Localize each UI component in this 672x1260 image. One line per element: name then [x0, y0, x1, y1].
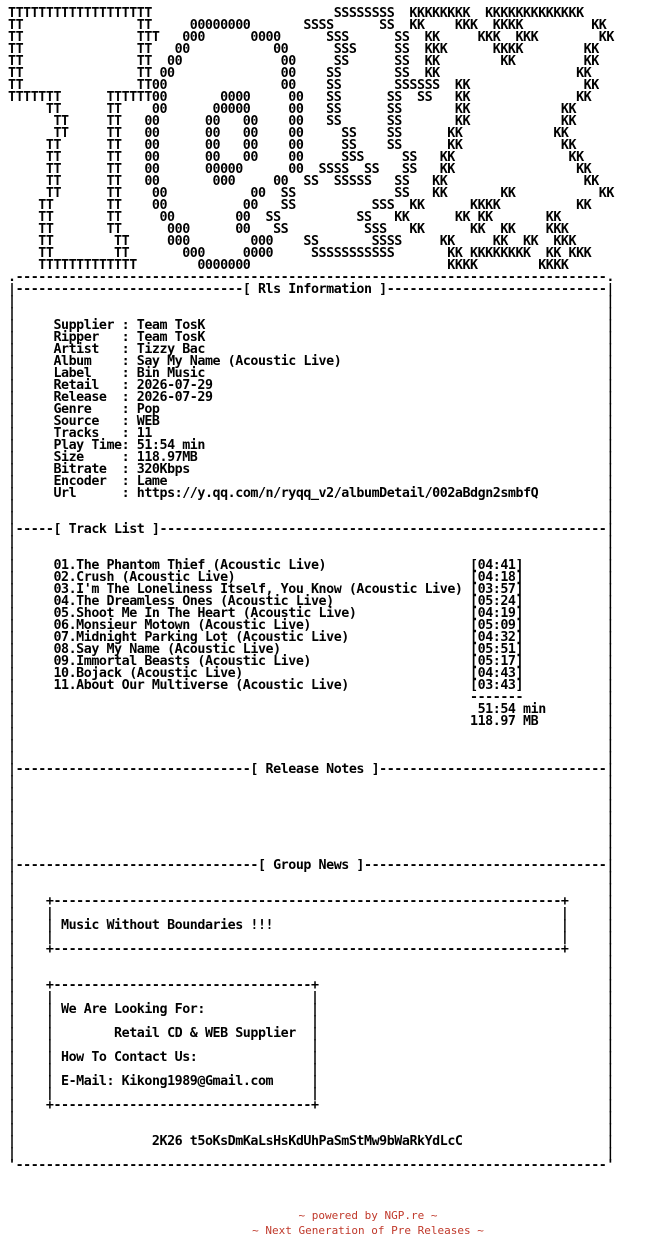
track-time: 05:51	[477, 642, 516, 657]
track-title: 07.Midnight Parking Lot (Acoustic Live)	[53, 630, 471, 645]
logo-line: TT TT 00 00 SSS SS KKK KKKK KK	[8, 42, 599, 57]
info-value: 2026-07-29	[129, 378, 213, 393]
track-title: 01.The Phantom Thief (Acoustic Live)	[53, 558, 471, 573]
info-label: Supplier	[53, 318, 122, 333]
info-label: Album	[53, 354, 122, 369]
logo-line: TT TT 00 00 SS SS KK KK KK	[45, 186, 614, 201]
footer-tagline: ~ Next Generation of Pre Releases ~	[252, 1224, 484, 1237]
info-label: Ripper	[53, 330, 122, 345]
info-label: Size	[53, 450, 122, 465]
track-title: 02.Crush (Acoustic Live)	[53, 570, 471, 585]
info-value: 320Kbps	[129, 462, 190, 477]
track-time: 03:43	[477, 678, 516, 693]
section-title-group-news: [ Group News ]	[257, 858, 364, 873]
rls-information-section: .------------------------------------------------------------------------------. |------------------------------[ Rls Information ]-----------------------------| | | | | | Supplier : Team TosK | | Ripper : Team TosK | | Artist : Tizzy Bac | | Album : Say My Name (Acoustic Live) | | Label : Bin Music | | Retail : 2026-07-29 | | Release : 2026-07-29 | | Genre : Pop | | Source : WEB | | Tracks : 11 | | Play Time: 51:54 min | | Size : 118.97MB | | Bitrate : 320Kbps | | Encoder : Lame | | Url : https://y.qq.com/n/ryqq_v2/albumDetail/002aBdgn2smbfQ | | | | |	[8, 270, 614, 525]
logo-line: TT TT 000 00 SS SSS KK KK KK KKK	[38, 222, 569, 237]
powered-by-link[interactable]: ~ powered by NGP.re ~	[298, 1209, 438, 1222]
nfo-text	[8, 8, 614, 1172]
logo-line: TT TT 00 00 SS SS KK KK	[8, 66, 592, 81]
info-label: Label	[53, 366, 122, 381]
info-value: Tizzy Bac	[129, 342, 205, 357]
section-title-track-list: [ Track List ]	[53, 522, 160, 537]
track-title: 03.I'm The Loneliness Itself, You Know (Acoustic Live)	[53, 582, 471, 597]
logo-line: TT TT 000 0000 SSSSSSSSSSS KK KKKKKKKK KK KKK	[38, 246, 592, 261]
release-signature: 2K26 t5oKsDmKaLsHsKdUhPaSmStMw9bWaRkYdLcC	[151, 1134, 463, 1149]
track-time: 04:43	[477, 666, 516, 681]
release-notes-section: |-------------------------------[ Release Notes ]------------------------------| | | | | | | | | | | | | | |	[8, 762, 614, 861]
info-label: Artist	[53, 342, 122, 357]
track-time: 04:32	[477, 630, 516, 645]
logo-ascii-art	[8, 6, 614, 273]
logo-line: TT TT00 00 SS SSSSSS KK KK	[8, 78, 599, 93]
section-title-rls-information: [ Rls Information ]	[242, 282, 387, 297]
logo-line: TT TT 00 00000 00 SSSS SS SS KK KK	[45, 162, 592, 177]
info-label: Play Time	[53, 438, 122, 453]
info-label: Encoder	[53, 474, 122, 489]
track-time: 05:09	[477, 618, 516, 633]
group-motto: Music Without Boundaries !!!	[61, 918, 274, 933]
total-time: 51:54 min	[477, 702, 546, 717]
section-title-release-notes: [ Release Notes ]	[250, 762, 380, 777]
track-title: 08.Say My Name (Acoustic Live)	[53, 642, 471, 657]
logo-line: TT TT 00 00000 00 SS SS KK KK	[45, 102, 577, 117]
track-title: 04.The Dreamless Ones (Acoustic Live)	[53, 594, 471, 609]
track-list-section: |-----[ Track List ]-----------------------------------------------------------| | | | | | 01.The Phantom Thief (Acoustic Live) [04:41] | | 02.Crush (Acoustic Live) [04:18] | | 03.I'm The Loneliness Itself, You Know (Acoustic Live) [03:57] | | 04.The Dreamless Ones (Acoustic Live) [05:24] | | 05.Shoot Me In The Heart (Acoustic Live) [04:19] | | 06.Monsieur Motown (Acoustic Live) [05:09] | | 07.Midnight Parking Lot (Acoustic Live) [04:32] | | 08.Say My Name (Acoustic Live) [05:51] | | 09.Immortal Beasts (Acoustic Live) [05:17] | | 10.Bojack (Acoustic Live) [04:43] | | 11.About Our Multiverse (Acoustic Live) [03:43] | | ------- | | 51:54 min | | 118.97 MB | | | | | | |	[8, 522, 614, 765]
track-time: 04:18	[477, 570, 516, 585]
logo-line: TT TT 00 00 00 00 SS SS KK KK	[45, 138, 577, 153]
info-label: Tracks	[53, 426, 122, 441]
looking-for-value: Retail CD & WEB Supplier	[114, 1026, 296, 1041]
track-time: 04:41	[477, 558, 516, 573]
info-label: Source	[53, 414, 122, 429]
track-title: 10.Bojack (Acoustic Live)	[53, 666, 471, 681]
track-title: 05.Shoot Me In The Heart (Acoustic Live)	[53, 606, 471, 621]
info-value: Team TosK	[129, 330, 205, 345]
info-label: Retail	[53, 378, 122, 393]
info-value: Team TosK	[129, 318, 205, 333]
info-value: Pop	[129, 402, 160, 417]
logo-line: TT TT 00 00 SS SS KK KK KK	[8, 54, 599, 69]
logo-line: TT TT 00 000 00 SS SSSSS SS KK KK	[45, 174, 599, 189]
track-title: 11.About Our Multiverse (Acoustic Live)	[53, 678, 471, 693]
logo-line: TT TT 00 00 SS SS KK KK KK KK	[38, 210, 561, 225]
track-time: 05:17	[477, 654, 516, 669]
info-value: 51:54 min	[129, 438, 205, 453]
info-value: WEB	[129, 414, 160, 429]
track-title: 09.Immortal Beasts (Acoustic Live)	[53, 654, 471, 669]
logo-line: TT TT 00 00 00 00 SSS SS KK KK	[45, 150, 584, 165]
logo-line: TT TT 00 00 00 00 SS SS KK KK	[53, 126, 569, 141]
contact-email[interactable]: Kikong1989@Gmail.com	[121, 1074, 274, 1089]
info-value: 11	[129, 426, 152, 441]
track-time: 04:19	[477, 606, 516, 621]
info-value: 118.97MB	[129, 450, 198, 465]
track-title: 06.Monsieur Motown (Acoustic Live)	[53, 618, 471, 633]
info-label: Url	[53, 486, 122, 501]
info-value: Say My Name (Acoustic Live)	[129, 354, 342, 369]
group-news-section: |--------------------------------[ Group News ]--------------------------------| | | | | | +-------------------------------------------------------------------+ | | | | | | | Music Without Boundaries !!! | | | | | | | +-------------------------------------------------------------------+ | | | | | | +----------------------------------+ | | | | | | | We Are Looking For: | | | | | | | | Retail CD & WEB Supplier | | | | | | | | How To Contact Us: | | | | | | | | E-Mail: Kikong1989@Gmail.com | | | | | | | +----------------------------------+ | | | | | | 2K26 t5oKsDmKaLsHsKdUhPaSmStMw9bWaRkYdLcC | | | '------------------------------------------------------------------------------'	[8, 858, 614, 1173]
info-label: Bitrate	[53, 462, 122, 477]
track-time: 05:24	[477, 594, 516, 609]
contact-label: How To Contact Us:	[61, 1050, 198, 1065]
logo-line: TT TT 00 00 SS SSS KK KKKK KK	[38, 198, 592, 213]
info-value: https://y.qq.com/n/ryqq_v2/albumDetail/002aBdgn2smbfQ	[129, 486, 539, 501]
email-label: E-Mail:	[61, 1074, 115, 1089]
info-label: Genre	[53, 402, 122, 417]
track-time: 03:57	[477, 582, 516, 597]
logo-line: TT TT 00000000 SSSS SS KK KKK KKKK KK	[8, 18, 607, 33]
info-value: Bin Music	[129, 366, 205, 381]
logo-line: TTTTTTTTTTTTTTTTTTT SSSSSSSS KKKKKKKK KKKKKKKKKKKKK	[8, 6, 584, 21]
logo-line: TT TTT 000 0000 SSS SS KK KKK KKK KK	[8, 30, 614, 45]
looking-for-label: We Are Looking For:	[61, 1002, 205, 1017]
total-size: 118.97 MB	[470, 714, 539, 729]
info-label: Release	[53, 390, 122, 405]
info-value: 2026-07-29	[129, 390, 213, 405]
logo-line: TTTTTTT TTTTTT00 0000 00 SS SS SS KK KK	[8, 90, 592, 105]
logo-line: TTTTTTTTTTTTT 0000000 KKKK KKKK	[38, 258, 569, 273]
info-value: Lame	[129, 474, 168, 489]
logo-line: TT TT 00 00 00 00 SS SS KK KK	[53, 114, 577, 129]
logo-line: TT TT 000 000 SS SSSS KK KK KK KKK	[38, 234, 577, 249]
